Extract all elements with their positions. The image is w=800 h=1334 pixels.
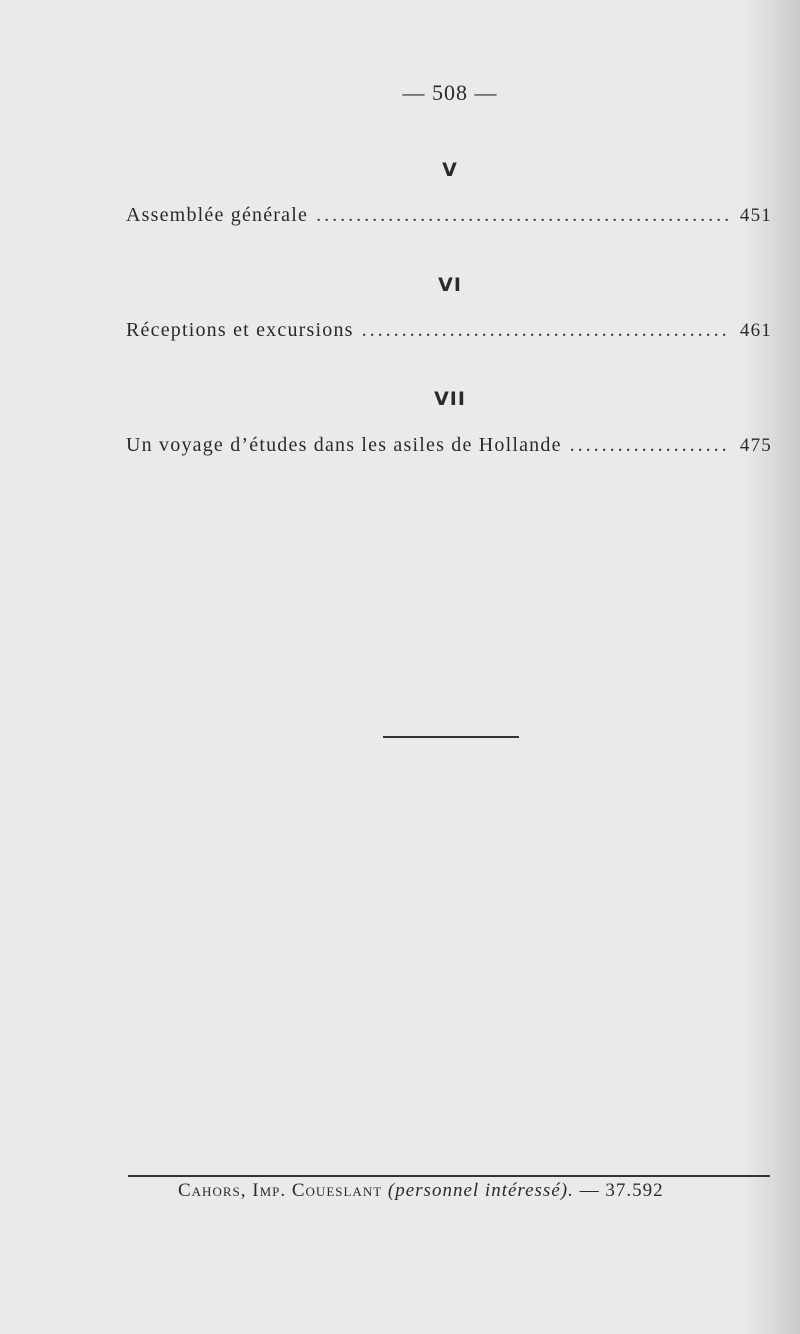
printer-colophon — [178, 1180, 738, 1202]
dot-leader — [362, 319, 730, 342]
toc-entry-page: 451 — [739, 205, 772, 226]
colophon-code: — 37.592 — [579, 1180, 664, 1201]
toc-entry-title: Un voyage d’études dans les asiles de Hollande — [126, 434, 562, 456]
center-divider-rule — [383, 736, 519, 738]
page-number: — 508 — — [402, 80, 498, 105]
dot-leader — [316, 204, 730, 227]
section-heading-vi: VI — [438, 274, 462, 296]
toc-entry-receptions — [126, 319, 772, 342]
toc-entry-page: 461 — [739, 320, 772, 341]
toc-entry-page: 475 — [739, 435, 772, 456]
colophon-printer: Imp. Coueslant — [252, 1180, 383, 1201]
section-heading-v: V — [442, 159, 458, 181]
dot-leader — [570, 434, 730, 457]
toc-entry-voyage — [126, 434, 772, 457]
toc-entry-title: Réceptions et excursions — [126, 319, 354, 341]
toc-entry-title: Assemblée générale — [126, 204, 309, 226]
colophon-divider-rule — [128, 1175, 770, 1177]
toc-entry-assemblee — [126, 204, 772, 227]
colophon-note: (personnel intéressé). — [387, 1180, 574, 1201]
section-heading-vii: VII — [434, 388, 466, 410]
colophon-city: Cahors, — [178, 1180, 247, 1201]
